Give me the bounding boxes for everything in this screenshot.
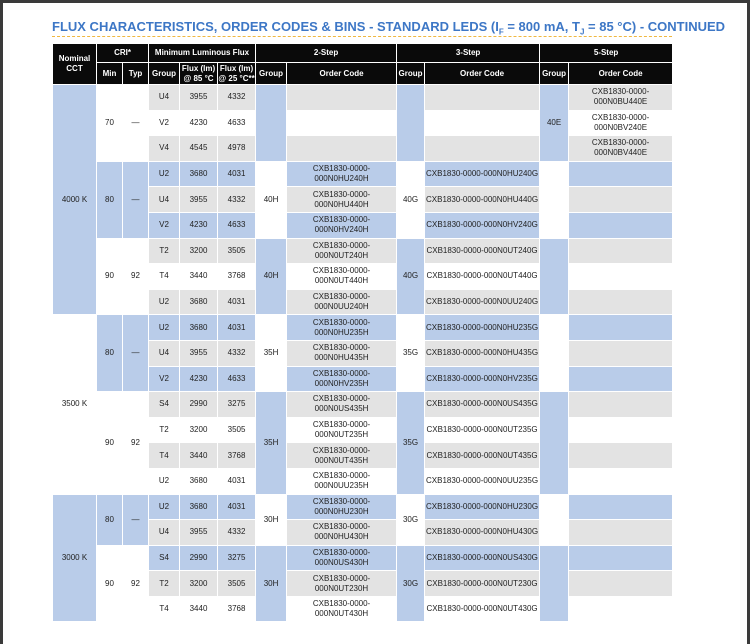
step5-group-cell xyxy=(540,238,569,315)
step2-code-cell: CXB1830-0000-000N0HU430H xyxy=(287,520,397,546)
step5-group-cell xyxy=(540,392,569,494)
cct-cell: 3500 K xyxy=(53,315,97,494)
flux-group-cell: V4 xyxy=(149,136,180,162)
step5-group-cell: 40E xyxy=(540,85,569,162)
step2-group-cell: 30H xyxy=(256,545,287,622)
step2-code-cell: CXB1830-0000-000N0UT430H xyxy=(287,596,397,622)
step3-code-cell: CXB1830-0000-000N0HU235G xyxy=(425,315,540,341)
flux-25-cell: 3768 xyxy=(218,596,256,622)
header-flux-group: Group xyxy=(149,63,180,85)
flux-group-cell: T2 xyxy=(149,238,180,264)
step2-code-cell: CXB1830-0000-000N0UT235H xyxy=(287,417,397,443)
flux-85-cell: 4230 xyxy=(180,366,218,392)
step3-code-cell: CXB1830-0000-000N0UT430G xyxy=(425,596,540,622)
flux-group-cell: T4 xyxy=(149,264,180,290)
step2-code-cell: CXB1830-0000-000N0UT440H xyxy=(287,264,397,290)
step3-group-cell: 30G xyxy=(397,494,425,545)
flux-25-cell: 4633 xyxy=(218,366,256,392)
step3-code-cell xyxy=(425,85,540,111)
step2-code-cell: CXB1830-0000-000N0HU435H xyxy=(287,340,397,366)
flux-85-cell: 3680 xyxy=(180,494,218,520)
step2-code-cell: CXB1830-0000-000N0UT435H xyxy=(287,443,397,469)
step2-code-cell: CXB1830-0000-000N0HV235H xyxy=(287,366,397,392)
table-row xyxy=(53,392,673,418)
step3-group-cell: 40G xyxy=(397,238,425,315)
cri-min-cell: 90 xyxy=(97,545,123,622)
header-nominal-cct: Nominal CCT xyxy=(53,44,97,85)
flux-25-cell: 4031 xyxy=(218,289,256,315)
step3-code-cell: CXB1830-0000-000N0UT440G xyxy=(425,264,540,290)
cri-min-cell: 90 xyxy=(97,238,123,315)
step5-code-cell xyxy=(569,238,673,264)
flux-85-cell: 4545 xyxy=(180,136,218,162)
header-3-step: 3-Step xyxy=(397,44,540,63)
step3-code-cell: CXB1830-0000-000N0HV235G xyxy=(425,366,540,392)
flux-85-cell: 2990 xyxy=(180,392,218,418)
cri-typ-cell: — xyxy=(123,85,149,162)
flux-85-cell: 3440 xyxy=(180,443,218,469)
flux-25-cell: 4633 xyxy=(218,212,256,238)
flux-85-cell: 3440 xyxy=(180,596,218,622)
flux-85-cell: 3955 xyxy=(180,85,218,111)
cri-min-cell: 90 xyxy=(97,392,123,494)
step5-code-cell xyxy=(569,571,673,597)
title-divider xyxy=(52,36,672,37)
table-row xyxy=(53,85,673,111)
viewer-frame-top xyxy=(0,0,750,3)
step3-group-cell: 30G xyxy=(397,545,425,622)
cri-typ-cell: 92 xyxy=(123,392,149,494)
table-row xyxy=(53,315,673,341)
step3-code-cell: CXB1830-0000-000N0HV240G xyxy=(425,212,540,238)
step3-group-cell: 40G xyxy=(397,161,425,238)
cri-min-cell: 80 xyxy=(97,315,123,392)
step2-group-cell xyxy=(256,85,287,162)
step2-code-cell xyxy=(287,85,397,111)
flux-25-cell: 3275 xyxy=(218,392,256,418)
step3-code-cell: CXB1830-0000-000N0UT235G xyxy=(425,417,540,443)
header-2step-order-code: Order Code xyxy=(287,63,397,85)
header-flux-25: Flux (lm) @ 25 °C** xyxy=(218,63,255,83)
flux-group-cell: T4 xyxy=(149,596,180,622)
flux-25-cell: 3768 xyxy=(218,443,256,469)
flux-group-cell: T2 xyxy=(149,417,180,443)
step5-code-cell xyxy=(569,315,673,341)
step2-group-cell: 35H xyxy=(256,392,287,494)
step2-code-cell: CXB1830-0000-000N0UU240H xyxy=(287,289,397,315)
flux-25-cell: 3505 xyxy=(218,571,256,597)
flux-25-cell: 4031 xyxy=(218,494,256,520)
step2-code-cell: CXB1830-0000-000N0US430H xyxy=(287,545,397,571)
flux-group-cell: U2 xyxy=(149,494,180,520)
flux-85-cell: 3680 xyxy=(180,161,218,187)
step5-code-cell xyxy=(569,340,673,366)
step5-group-cell xyxy=(540,494,569,545)
flux-25-cell: 4633 xyxy=(218,110,256,136)
step2-code-cell: CXB1830-0000-000N0UU235H xyxy=(287,468,397,494)
cct-cell: 4000 K xyxy=(53,85,97,315)
step2-group-cell: 40H xyxy=(256,161,287,238)
table-row xyxy=(53,238,673,264)
step5-code-cell xyxy=(569,545,673,571)
step5-code-cell xyxy=(569,187,673,213)
step2-code-cell xyxy=(287,110,397,136)
flux-85-cell: 3680 xyxy=(180,468,218,494)
step3-code-cell: CXB1830-0000-000N0US430G xyxy=(425,545,540,571)
header-5step-group: Group xyxy=(540,63,569,85)
table-row xyxy=(53,161,673,187)
step2-code-cell: CXB1830-0000-000N0HV240H xyxy=(287,212,397,238)
step5-code-cell xyxy=(569,443,673,469)
flux-group-cell: T2 xyxy=(149,571,180,597)
step2-group-cell: 30H xyxy=(256,494,287,545)
header-cri-typ: Typ xyxy=(123,63,149,85)
step3-code-cell xyxy=(425,136,540,162)
section-title: FLUX CHARACTERISTICS, ORDER CODES & BINS - STANDARD LEDS ($I_F = 800$ mA, $T_J = 85$ °C) - CONTINUED xyxy=(52,19,726,37)
table-row xyxy=(53,494,673,520)
flux-85-cell: 4230 xyxy=(180,110,218,136)
flux-25-cell: 4031 xyxy=(218,161,256,187)
header-2-step: 2-Step xyxy=(256,44,397,63)
step5-code-cell xyxy=(569,264,673,290)
flux-85-cell: 3955 xyxy=(180,520,218,546)
flux-25-cell: 4332 xyxy=(218,340,256,366)
step3-code-cell: CXB1830-0000-000N0UT240G xyxy=(425,238,540,264)
flux-85-cell: 3200 xyxy=(180,571,218,597)
flux-25-cell: 3768 xyxy=(218,264,256,290)
step2-code-cell: CXB1830-0000-000N0UT230H xyxy=(287,571,397,597)
step5-group-cell xyxy=(540,315,569,392)
flux-group-cell: U2 xyxy=(149,289,180,315)
flux-group-cell: T4 xyxy=(149,443,180,469)
flux-group-cell: U4 xyxy=(149,187,180,213)
header-3step-order-code: Order Code xyxy=(425,63,540,85)
header-5step-order-code: Order Code xyxy=(569,63,673,85)
step5-code-cell xyxy=(569,392,673,418)
step5-code-cell xyxy=(569,494,673,520)
flux-85-cell: 3680 xyxy=(180,289,218,315)
step3-code-cell: CXB1830-0000-000N0UU235G xyxy=(425,468,540,494)
step5-code-cell: CXB1830-0000-000N0BV440E xyxy=(569,136,673,162)
step5-code-cell xyxy=(569,520,673,546)
step2-code-cell: CXB1830-0000-000N0HU235H xyxy=(287,315,397,341)
step3-code-cell: CXB1830-0000-000N0HU230G xyxy=(425,494,540,520)
header-2step-group: Group xyxy=(256,63,287,85)
table-row xyxy=(53,545,673,571)
step5-code-cell xyxy=(569,212,673,238)
step5-code-cell xyxy=(569,366,673,392)
step5-code-cell xyxy=(569,289,673,315)
step2-code-cell: CXB1830-0000-000N0US435H xyxy=(287,392,397,418)
cri-typ-cell: 92 xyxy=(123,545,149,622)
step5-code-cell xyxy=(569,161,673,187)
flux-group-cell: U2 xyxy=(149,161,180,187)
step3-code-cell: CXB1830-0000-000N0UT435G xyxy=(425,443,540,469)
flux-group-cell: U4 xyxy=(149,85,180,111)
flux-group-cell: V2 xyxy=(149,366,180,392)
flux-25-cell: 3505 xyxy=(218,238,256,264)
flux-group-cell: V2 xyxy=(149,110,180,136)
flux-group-cell: V2 xyxy=(149,212,180,238)
step3-group-cell: 35G xyxy=(397,315,425,392)
header-3step-group: Group xyxy=(397,63,425,85)
cri-min-cell: 80 xyxy=(97,494,123,545)
step3-group-cell: 35G xyxy=(397,392,425,494)
flux-group-cell: U4 xyxy=(149,520,180,546)
flux-25-cell: 4031 xyxy=(218,468,256,494)
header-flux-85: Flux (lm) @ 85 °C xyxy=(180,63,218,85)
header-cri: CRI* xyxy=(97,44,149,63)
cri-min-cell: 80 xyxy=(97,161,123,238)
cri-typ-cell: — xyxy=(123,161,149,238)
flux-25-cell: 3505 xyxy=(218,417,256,443)
step3-code-cell: CXB1830-0000-000N0UU240G xyxy=(425,289,540,315)
flux-85-cell: 3955 xyxy=(180,187,218,213)
cri-typ-cell: 92 xyxy=(123,238,149,315)
step2-code-cell: CXB1830-0000-000N0UT240H xyxy=(287,238,397,264)
flux-group-cell: U4 xyxy=(149,340,180,366)
step3-code-cell: CXB1830-0000-000N0HU240G xyxy=(425,161,540,187)
flux-group-cell: U2 xyxy=(149,315,180,341)
step5-code-cell xyxy=(569,468,673,494)
cri-typ-cell: — xyxy=(123,315,149,392)
step5-group-cell xyxy=(540,545,569,622)
flux-25-cell: 3275 xyxy=(218,545,256,571)
header-5-step: 5-Step xyxy=(540,44,673,63)
step5-code-cell xyxy=(569,596,673,622)
flux-group-cell: U2 xyxy=(149,468,180,494)
flux-85-cell: 3955 xyxy=(180,340,218,366)
flux-85-cell: 3200 xyxy=(180,417,218,443)
flux-25-cell: 4332 xyxy=(218,85,256,111)
step3-code-cell: CXB1830-0000-000N0HU430G xyxy=(425,520,540,546)
cri-typ-cell: — xyxy=(123,494,149,545)
viewer-frame-left xyxy=(0,0,3,644)
step5-code-cell xyxy=(569,417,673,443)
step5-group-cell xyxy=(540,161,569,238)
flux-group-cell: S4 xyxy=(149,545,180,571)
step2-group-cell: 35H xyxy=(256,315,287,392)
flux-25-cell: 4031 xyxy=(218,315,256,341)
flux-85-cell: 3200 xyxy=(180,238,218,264)
cct-cell: 3000 K xyxy=(53,494,97,622)
step2-code-cell: CXB1830-0000-000N0HU440H xyxy=(287,187,397,213)
flux-85-cell: 2990 xyxy=(180,545,218,571)
step3-code-cell: CXB1830-0000-000N0US435G xyxy=(425,392,540,418)
step3-code-cell: CXB1830-0000-000N0HU435G xyxy=(425,340,540,366)
flux-group-cell: S4 xyxy=(149,392,180,418)
step3-code-cell: CXB1830-0000-000N0HU440G xyxy=(425,187,540,213)
step5-code-cell: CXB1830-0000-000N0BV240E xyxy=(569,110,673,136)
step2-code-cell: CXB1830-0000-000N0HU230H xyxy=(287,494,397,520)
step2-code-cell xyxy=(287,136,397,162)
step3-code-cell xyxy=(425,110,540,136)
flux-85-cell: 4230 xyxy=(180,212,218,238)
header-cri-min: Min xyxy=(97,63,123,85)
step5-code-cell: CXB1830-0000-000N0BU440E xyxy=(569,85,673,111)
flux-25-cell: 4978 xyxy=(218,136,256,162)
step2-code-cell: CXB1830-0000-000N0HU240H xyxy=(287,161,397,187)
flux-25-cell: 4332 xyxy=(218,520,256,546)
step3-group-cell xyxy=(397,85,425,162)
header-min-luminous-flux: Minimum Luminous Flux xyxy=(149,44,256,63)
cri-min-cell: 70 xyxy=(97,85,123,162)
flux-85-cell: 3680 xyxy=(180,315,218,341)
flux-table xyxy=(52,43,673,622)
step3-code-cell: CXB1830-0000-000N0UT230G xyxy=(425,571,540,597)
flux-25-cell: 4332 xyxy=(218,187,256,213)
flux-85-cell: 3440 xyxy=(180,264,218,290)
step2-group-cell: 40H xyxy=(256,238,287,315)
